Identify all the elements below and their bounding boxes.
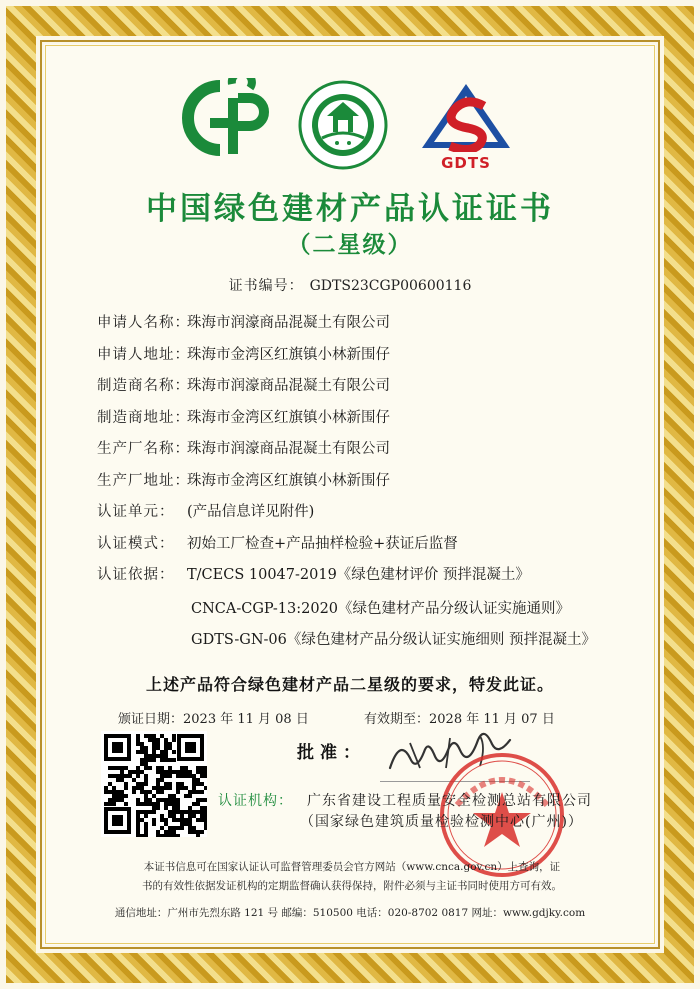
gdts-logo — [420, 82, 512, 172]
certification-basis-3: GDTS-GN-06《绿色建材产品分级认证实施细则 预拌混凝土》 — [191, 632, 596, 648]
field-label: 申请人名称： — [97, 315, 190, 331]
field-row — [97, 340, 657, 372]
certification-body-subname: （国家绿色建筑质量检验检测中心(广州)） — [300, 814, 583, 830]
field-label: 申请人地址： — [97, 346, 190, 363]
certification-basis-2: CNCA-CGP-13:2020《绿色建材产品分级认证实施通则》 — [191, 601, 571, 617]
field-label: 生产厂名称： — [97, 441, 190, 457]
field-value: 珠海市金湾区红旗镇小林新围仔 — [187, 409, 390, 426]
certification-body-label: 认证机构： — [218, 793, 293, 809]
certificate-grade: （二星级） — [287, 231, 413, 258]
field-value: T/CECS 10047-2019《绿色建材评价 预拌混凝土》 — [187, 567, 530, 583]
field-label: 制造商名称： — [97, 378, 190, 394]
field-value: 珠海市金湾区红旗镇小林新围仔 — [187, 346, 390, 363]
field-row — [97, 529, 657, 561]
field-value: 初始工厂检查+产品抽样检验+获证后监督 — [187, 535, 458, 552]
certification-body-name: 广东省建设工程质量安全检测总站有限公司 — [307, 793, 592, 809]
field-row — [97, 466, 657, 498]
qr-code — [101, 731, 207, 837]
notice-line-2: 书的有效性依据发证机构的定期监督确认获得保持，附件必须与主证书同时使用方可有效。 — [142, 880, 562, 892]
field-row — [97, 308, 657, 340]
field-label: 生产厂地址： — [97, 472, 190, 489]
gdts-logo-text: GDTS — [441, 154, 491, 172]
notice-line-1: 本证书信息可在国家认证认可监督管理委员会官方网站（www.cnca.gov.cn）上查询，证 — [143, 861, 561, 873]
approval-label: 批准： — [297, 743, 366, 763]
field-value: 珠海市润濠商品混凝土有限公司 — [187, 441, 390, 457]
expiry-date: 有效期至：2028 年 11 月 07 日 — [364, 712, 555, 727]
certificate-fields — [97, 308, 657, 592]
field-value: (产品信息详见附件) — [187, 504, 315, 520]
certificate-title: 中国绿色建材产品认证证书 — [146, 191, 554, 227]
field-row — [97, 497, 657, 529]
field-row — [97, 434, 657, 466]
green-building-materials-logo — [298, 80, 388, 170]
field-label: 认证模式： — [97, 535, 175, 552]
field-value: 珠海市金湾区红旗镇小林新围仔 — [187, 472, 390, 489]
field-row — [97, 403, 657, 435]
field-value: 珠海市润濠商品混凝土有限公司 — [187, 315, 390, 331]
certificate-notice — [92, 858, 612, 896]
certificate-conclusion: 上述产品符合绿色建材产品二星级的要求，特发此证。 — [145, 675, 554, 694]
field-row — [97, 560, 657, 592]
certificate-number-label: 证书编号： — [228, 278, 304, 294]
field-value: 珠海市润濠商品混凝土有限公司 — [187, 378, 390, 394]
field-label: 认证单元： — [97, 504, 175, 520]
certificate-number — [0, 275, 700, 295]
issue-date: 颁证日期：2023 年 11 月 08 日 — [118, 712, 309, 727]
field-row — [97, 371, 657, 403]
cgp-logo — [180, 78, 272, 162]
certificate-number-value: GDTS23CGP00600116 — [309, 278, 472, 294]
contact-info: 通信地址：广州市先烈东路 121 号 邮编：510500 电话：020-8702 0817 网址：www.gdjky.com — [114, 907, 586, 919]
field-label: 认证依据： — [97, 567, 175, 583]
field-label: 制造商地址： — [97, 409, 190, 426]
